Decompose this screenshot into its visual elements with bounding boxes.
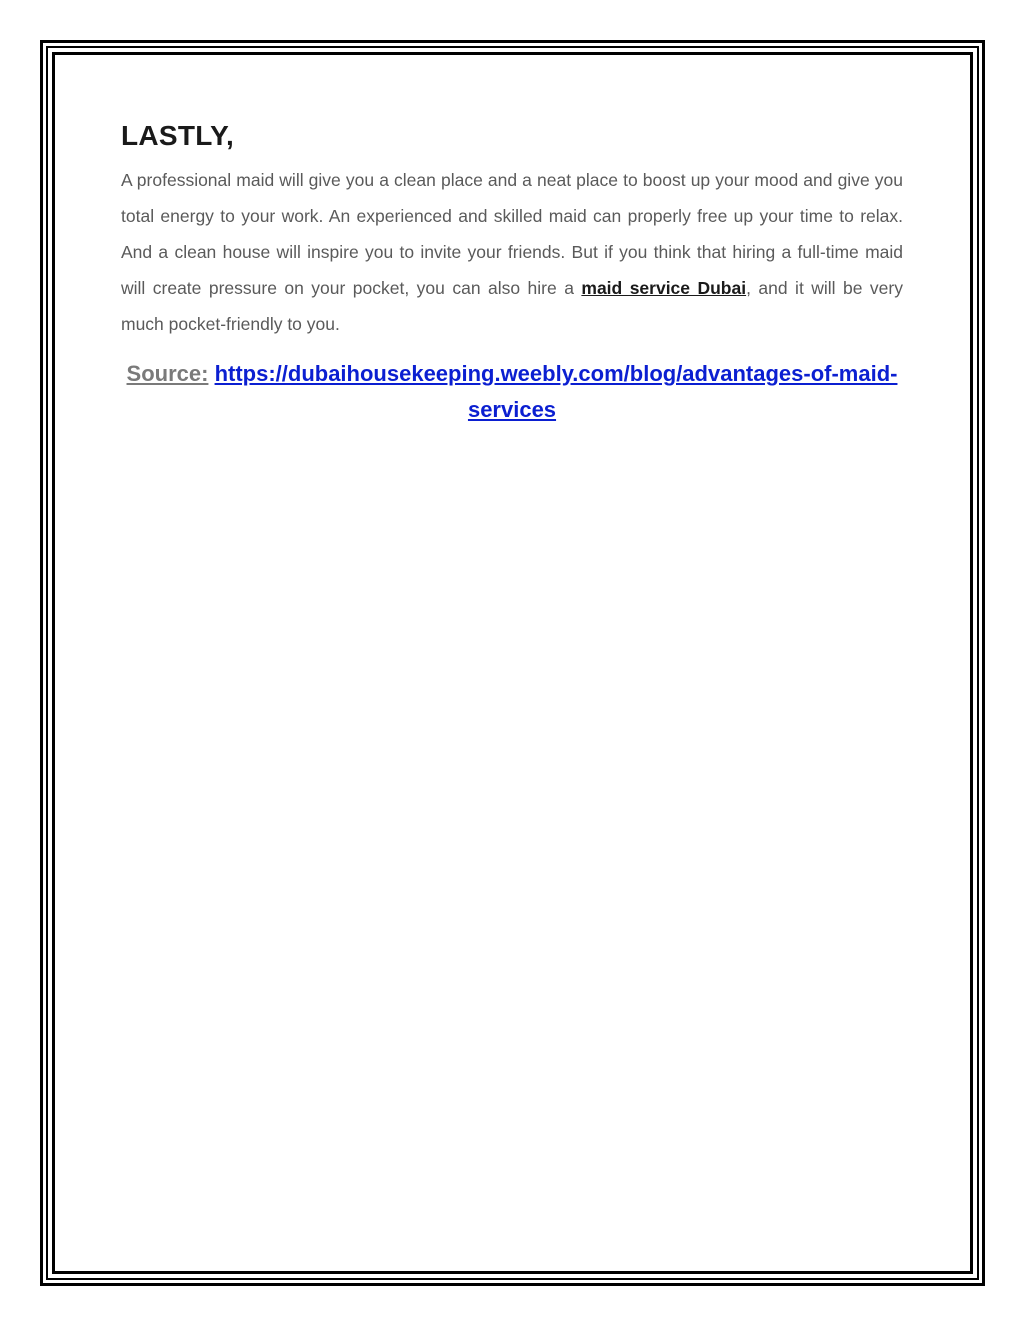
source-label: Source: xyxy=(126,361,209,386)
page-content xyxy=(121,116,903,428)
maid-service-dubai-link[interactable]: maid service Dubai xyxy=(581,278,747,298)
section-heading: LASTLY, xyxy=(121,120,235,151)
source-line xyxy=(121,356,903,428)
paragraph-text-after-link: , and it will be very much pocket-friendly to you. xyxy=(121,278,903,334)
body-paragraph xyxy=(121,162,903,342)
paragraph-text-before-link: A professional maid will give you a clean place and a neat place to boost up your mood and give you total energy to your work. An experienced and skilled maid can properly free up your time to relax. And a clean house will inspire you to invite your friends. But if you think that hiring a full-time maid will create pressure on your pocket, you can also hire a xyxy=(121,170,903,298)
source-url-link[interactable]: https://dubaihousekeeping.weebly.com/blog/advantages-of-maid-services xyxy=(214,361,898,422)
